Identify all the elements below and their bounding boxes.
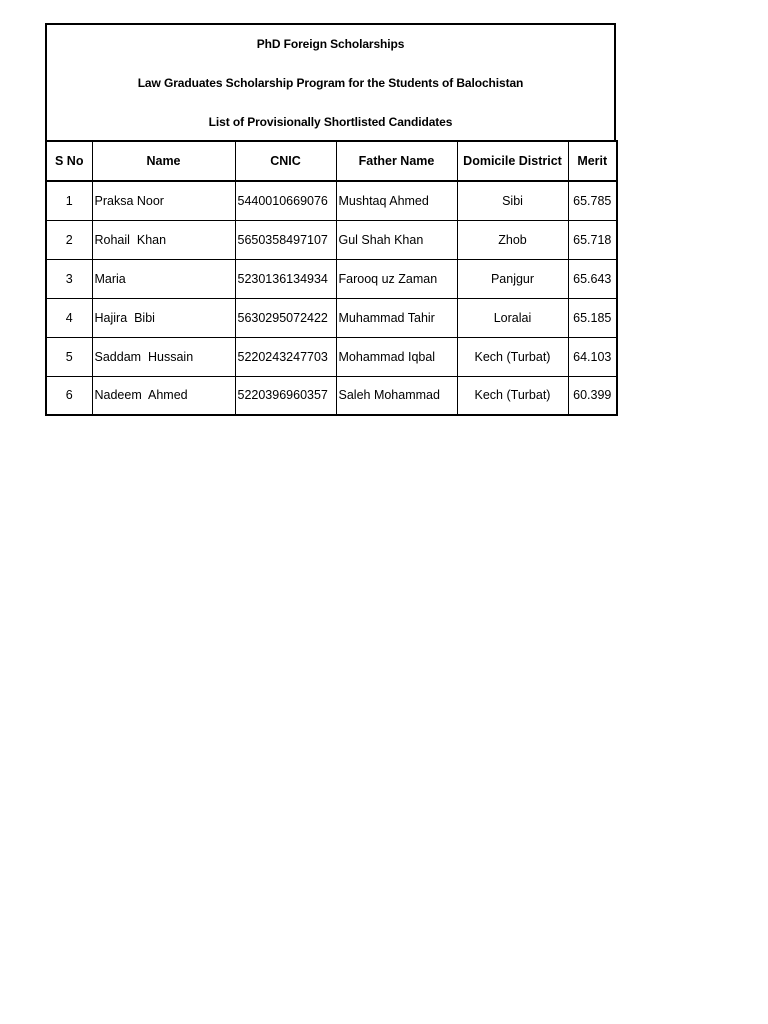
cell-domicile-district: Kech (Turbat) — [457, 337, 568, 376]
cell-merit: 65.643 — [568, 259, 617, 298]
column-header-father-name: Father Name — [336, 141, 457, 181]
candidates-table — [45, 140, 618, 416]
cell-father-name: Muhammad Tahir — [336, 298, 457, 337]
cell-sno: 5 — [46, 337, 92, 376]
cell-sno: 3 — [46, 259, 92, 298]
cell-sno: 6 — [46, 376, 92, 415]
table-row — [46, 259, 617, 298]
cell-sno: 1 — [46, 181, 92, 220]
cell-cnic: 5220243247703 — [235, 337, 336, 376]
table-row — [46, 220, 617, 259]
cell-domicile-district: Panjgur — [457, 259, 568, 298]
table-row — [46, 337, 617, 376]
cell-domicile-district: Sibi — [457, 181, 568, 220]
list-title: List of Provisionally Shortlisted Candidates — [208, 115, 453, 129]
cell-cnic: 5650358497107 — [235, 220, 336, 259]
cell-sno: 2 — [46, 220, 92, 259]
column-header-domicile-district: Domicile District — [457, 141, 568, 181]
cell-cnic: 5230136134934 — [235, 259, 336, 298]
cell-name: Praksa Noor — [92, 181, 235, 220]
cell-name: Saddam Hussain — [92, 337, 235, 376]
cell-domicile-district: Loralai — [457, 298, 568, 337]
cell-name: Nadeem Ahmed — [92, 376, 235, 415]
cell-domicile-district: Kech (Turbat) — [457, 376, 568, 415]
cell-name: Rohail Khan — [92, 220, 235, 259]
cell-sno: 4 — [46, 298, 92, 337]
document-title: PhD Foreign Scholarships — [256, 37, 405, 51]
column-header-cnic: CNIC — [235, 141, 336, 181]
cell-father-name: Saleh Mohammad — [336, 376, 457, 415]
cell-name: Maria — [92, 259, 235, 298]
cell-merit: 60.399 — [568, 376, 617, 415]
cell-domicile-district: Zhob — [457, 220, 568, 259]
column-header-sno: S No — [46, 141, 92, 181]
cell-cnic: 5440010669076 — [235, 181, 336, 220]
table-row — [46, 376, 617, 415]
cell-merit: 65.785 — [568, 181, 617, 220]
cell-father-name: Mohammad Iqbal — [336, 337, 457, 376]
cell-cnic: 5220396960357 — [235, 376, 336, 415]
cell-father-name: Gul Shah Khan — [336, 220, 457, 259]
cell-father-name: Mushtaq Ahmed — [336, 181, 457, 220]
cell-merit: 64.103 — [568, 337, 617, 376]
cell-cnic: 5630295072422 — [235, 298, 336, 337]
program-title: Law Graduates Scholarship Program for the Students of Balochistan — [137, 76, 524, 90]
cell-merit: 65.718 — [568, 220, 617, 259]
title-block — [45, 23, 616, 140]
column-header-name: Name — [92, 141, 235, 181]
cell-merit: 65.185 — [568, 298, 617, 337]
cell-father-name: Farooq uz Zaman — [336, 259, 457, 298]
cell-name: Hajira Bibi — [92, 298, 235, 337]
table-row — [46, 181, 617, 220]
table-row — [46, 298, 617, 337]
column-header-merit: Merit — [568, 141, 617, 181]
shortlist-sheet — [45, 23, 616, 416]
table-header-row — [46, 141, 617, 181]
